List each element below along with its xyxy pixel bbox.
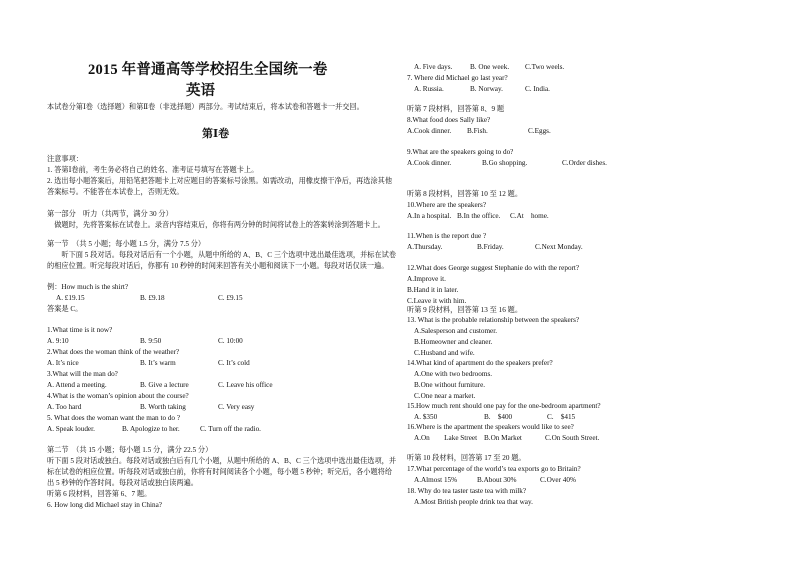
question-16-option-b: B.On Market [484, 434, 522, 442]
text-8-heading: 听第 8 段材料，回答第 10 至 12 题。 [407, 190, 523, 198]
part-title: 第Ⅰ卷 [202, 128, 230, 140]
question-12-option-a: A.Improve it. [407, 275, 446, 283]
question-1: 1.What time is it now? [47, 326, 113, 334]
question-15: 15.How much rent should one pay for the one-bedroom apartment? [407, 402, 601, 410]
question-6: 6. How long did Michael stay in China? [47, 501, 162, 509]
question-11-option-a: A.Thursday. [407, 243, 443, 251]
question-9-option-c: C.Order dishes. [562, 159, 607, 167]
question-16-option-c: C.On South Street. [545, 434, 600, 442]
question-1-option-c: C. 10:00 [218, 337, 243, 345]
question-4: 4.What is the woman’s opinion about the course? [47, 392, 189, 400]
example-option-b: B. £9.18 [140, 294, 165, 302]
question-3: 3.What will the man do? [47, 370, 118, 378]
question-1-option-b: B. 9:50 [140, 337, 162, 345]
question-12: 12.What does George suggest Stephanie do with the report? [407, 264, 580, 272]
text-7-heading: 听第 7 段材料，回答第 8、9 题 [407, 105, 505, 113]
question-5: 5. What does the woman want the man to do ? [47, 414, 181, 422]
question-2: 2.What does the woman think of the weather? [47, 348, 180, 356]
part2-heading: 第二节 （共 15 小题；每小题 1.5 分，满分 22.5 分） [47, 446, 213, 454]
question-17-option-a: A.Almost 15% [414, 476, 458, 484]
question-13-option-b: B.Homeowner and cleaner. [414, 338, 493, 346]
question-17-option-c: C.Over 40% [540, 476, 576, 484]
example-answer: 答案是 C。 [47, 305, 83, 313]
part2-desc-3: 出 5 秒钟的作答时间。每段对话或独白读两遍。 [47, 479, 198, 487]
question-4-option-c: C. Very easy [218, 403, 255, 411]
question-6-option-b: B. One week. [470, 63, 510, 71]
part2-desc-2: 标在试卷的相应位置。听每段对话或独白前，你将有时间阅读各个小题，每小题 5 秒钟；听完后，各小题将给 [47, 468, 393, 476]
question-7-option-b: B. Norway. [470, 85, 503, 93]
part2-desc-1: 听下面 5 段对话或独白。每段对话或独白后有几个小题，从题中所给的 A、B、C 三个选项中选出最佳选项，并 [47, 457, 397, 465]
question-2-option-a: A. It’s nice [47, 359, 79, 367]
question-14-option-b: B.One without furniture. [414, 381, 486, 389]
question-6-option-a: A. Five days. [414, 63, 453, 71]
question-7-option-c: C. India. [525, 85, 550, 93]
question-3-option-c: C. Leave his office [218, 381, 273, 389]
question-7: 7. Where did Michael go last year? [407, 74, 508, 82]
example-question: 例：How much is the shirt? [47, 283, 129, 291]
question-15-option-a: A. $350 [414, 413, 438, 421]
exam-subject: 英语 [186, 83, 215, 99]
section1-heading: 第一部分 听力（共两节，满分 30 分） [47, 210, 173, 218]
question-11-option-b: B.Friday. [477, 243, 504, 251]
question-16-option-a: A.On Lake Street [414, 434, 478, 442]
question-10-option-c: C.At home. [510, 212, 549, 220]
question-9-option-a: A.Cook dinner. [407, 159, 452, 167]
question-17-option-b: B.About 30% [477, 476, 517, 484]
question-5-option-b: B. Apologize to her. [122, 425, 180, 433]
question-18: 18. Why do tea taster taste tea with milk? [407, 487, 527, 495]
question-9-option-b: B.Go shopping. [482, 159, 528, 167]
text-10-heading: 听第 10 段材料，回答第 17 至 20 题。 [407, 454, 526, 462]
question-5-option-a: A. Speak louder. [47, 425, 95, 433]
question-17: 17.What percentage of the world’s tea exports go to Britain? [407, 465, 581, 473]
notice-line-1: 1. 答第Ⅰ卷前，考生务必将自己的姓名、准考证号填写在答题卡上。 [47, 166, 259, 174]
question-15-option-b: B. $400 [484, 413, 513, 421]
question-14-option-c: C.One near a market. [414, 392, 476, 400]
question-10-option-b: B.In the office. [457, 212, 501, 220]
question-13: 13. What is the probable relationship between the speakers? [407, 316, 580, 324]
question-12-option-c: C.Leave it with him. [407, 297, 467, 305]
question-15-option-c: C. $415 [547, 413, 576, 421]
part1-heading: 第一节 （共 5 小题；每小题 1.5 分，满分 7.5 分） [47, 240, 206, 248]
example-option-a: A. £19.15 [56, 294, 85, 302]
question-6-option-c: C.Two weels. [525, 63, 565, 71]
question-13-option-a: A.Salesperson and customer. [414, 327, 498, 335]
question-8-option-b: B.Fish. [467, 127, 488, 135]
question-4-option-a: A. Too hard [47, 403, 82, 411]
exam-intro: 本试卷分第Ⅰ卷（选择题）和第Ⅱ卷（非选择题）两部分。考试结束后，将本试卷和答题卡一并交回。 [47, 103, 364, 111]
question-8-option-a: A.Cook dinner. [407, 127, 452, 135]
question-11-option-c: C.Next Monday. [535, 243, 583, 251]
question-13-option-c: C.Husband and wife. [414, 349, 475, 357]
question-18-option-a: A.Most British people drink tea that way. [414, 498, 533, 506]
question-1-option-a: A. 9:10 [47, 337, 69, 345]
question-3-option-a: A. Attend a meeting. [47, 381, 107, 389]
part1-desc-2: 的相应位置。听完每段对话后，你都有 10 秒钟的时间来回答有关小题和阅读下一小题。每段对话仅读一遍。 [47, 262, 389, 270]
question-4-option-b: B. Worth taking [140, 403, 186, 411]
question-8-option-c: C.Eggs. [528, 127, 551, 135]
question-9: 9.What are the speakers going to do? [407, 148, 514, 156]
section1-note: 做题时，先将答案标在试卷上。录音内容结束后，你将有两分钟的时间将试卷上的答案转涂到答题卡上。 [47, 221, 385, 229]
notice-line-2b: 答案标号。不能答在本试卷上，否则无效。 [47, 188, 184, 196]
question-14-option-a: A.One with two bedrooms. [414, 370, 493, 378]
question-10-option-a: A.In a hospital. [407, 212, 452, 220]
question-16: 16.Where is the apartment the speakers would like to see? [407, 423, 574, 431]
question-11: 11.When is the report due ? [407, 232, 487, 240]
exam-title: 2015 年普通高等学校招生全国统一卷 [88, 62, 328, 78]
question-7-option-a: A. Russia. [414, 85, 444, 93]
example-option-c: C. £9.15 [218, 294, 243, 302]
question-2-option-b: B. It’s warm [140, 359, 176, 367]
notice-line-2a: 2. 选出每小题答案后，用铅笔把答题卡上对应题目的答案标号涂黑。如需改动，用橡皮擦干净后，再选涂其他 [47, 177, 393, 185]
question-2-option-c: C. It’s cold [218, 359, 250, 367]
question-3-option-b: B. Give a lecture [140, 381, 189, 389]
text-9-heading: 听第 9 段材料，回答第 13 至 16 题。 [407, 306, 523, 314]
question-14: 14.What kind of apartment do the speakers prefer? [407, 359, 553, 367]
text-6-heading: 听第 6 段材料，回答第 6、7 题。 [47, 490, 152, 498]
notice-heading: 注意事项： [47, 155, 83, 163]
question-10: 10.Where are the speakers? [407, 201, 487, 209]
question-5-option-c: C. Turn off the radio. [200, 425, 261, 433]
question-12-option-b: B.Hand it in later. [407, 286, 459, 294]
question-8: 8.What food does Sally like? [407, 116, 491, 124]
part1-desc-1: 听下面 5 段对话。每段对话后有一个小题，从题中所给的 A、B、C 三个选项中选出最佳选项，并标在试卷 [47, 251, 397, 259]
